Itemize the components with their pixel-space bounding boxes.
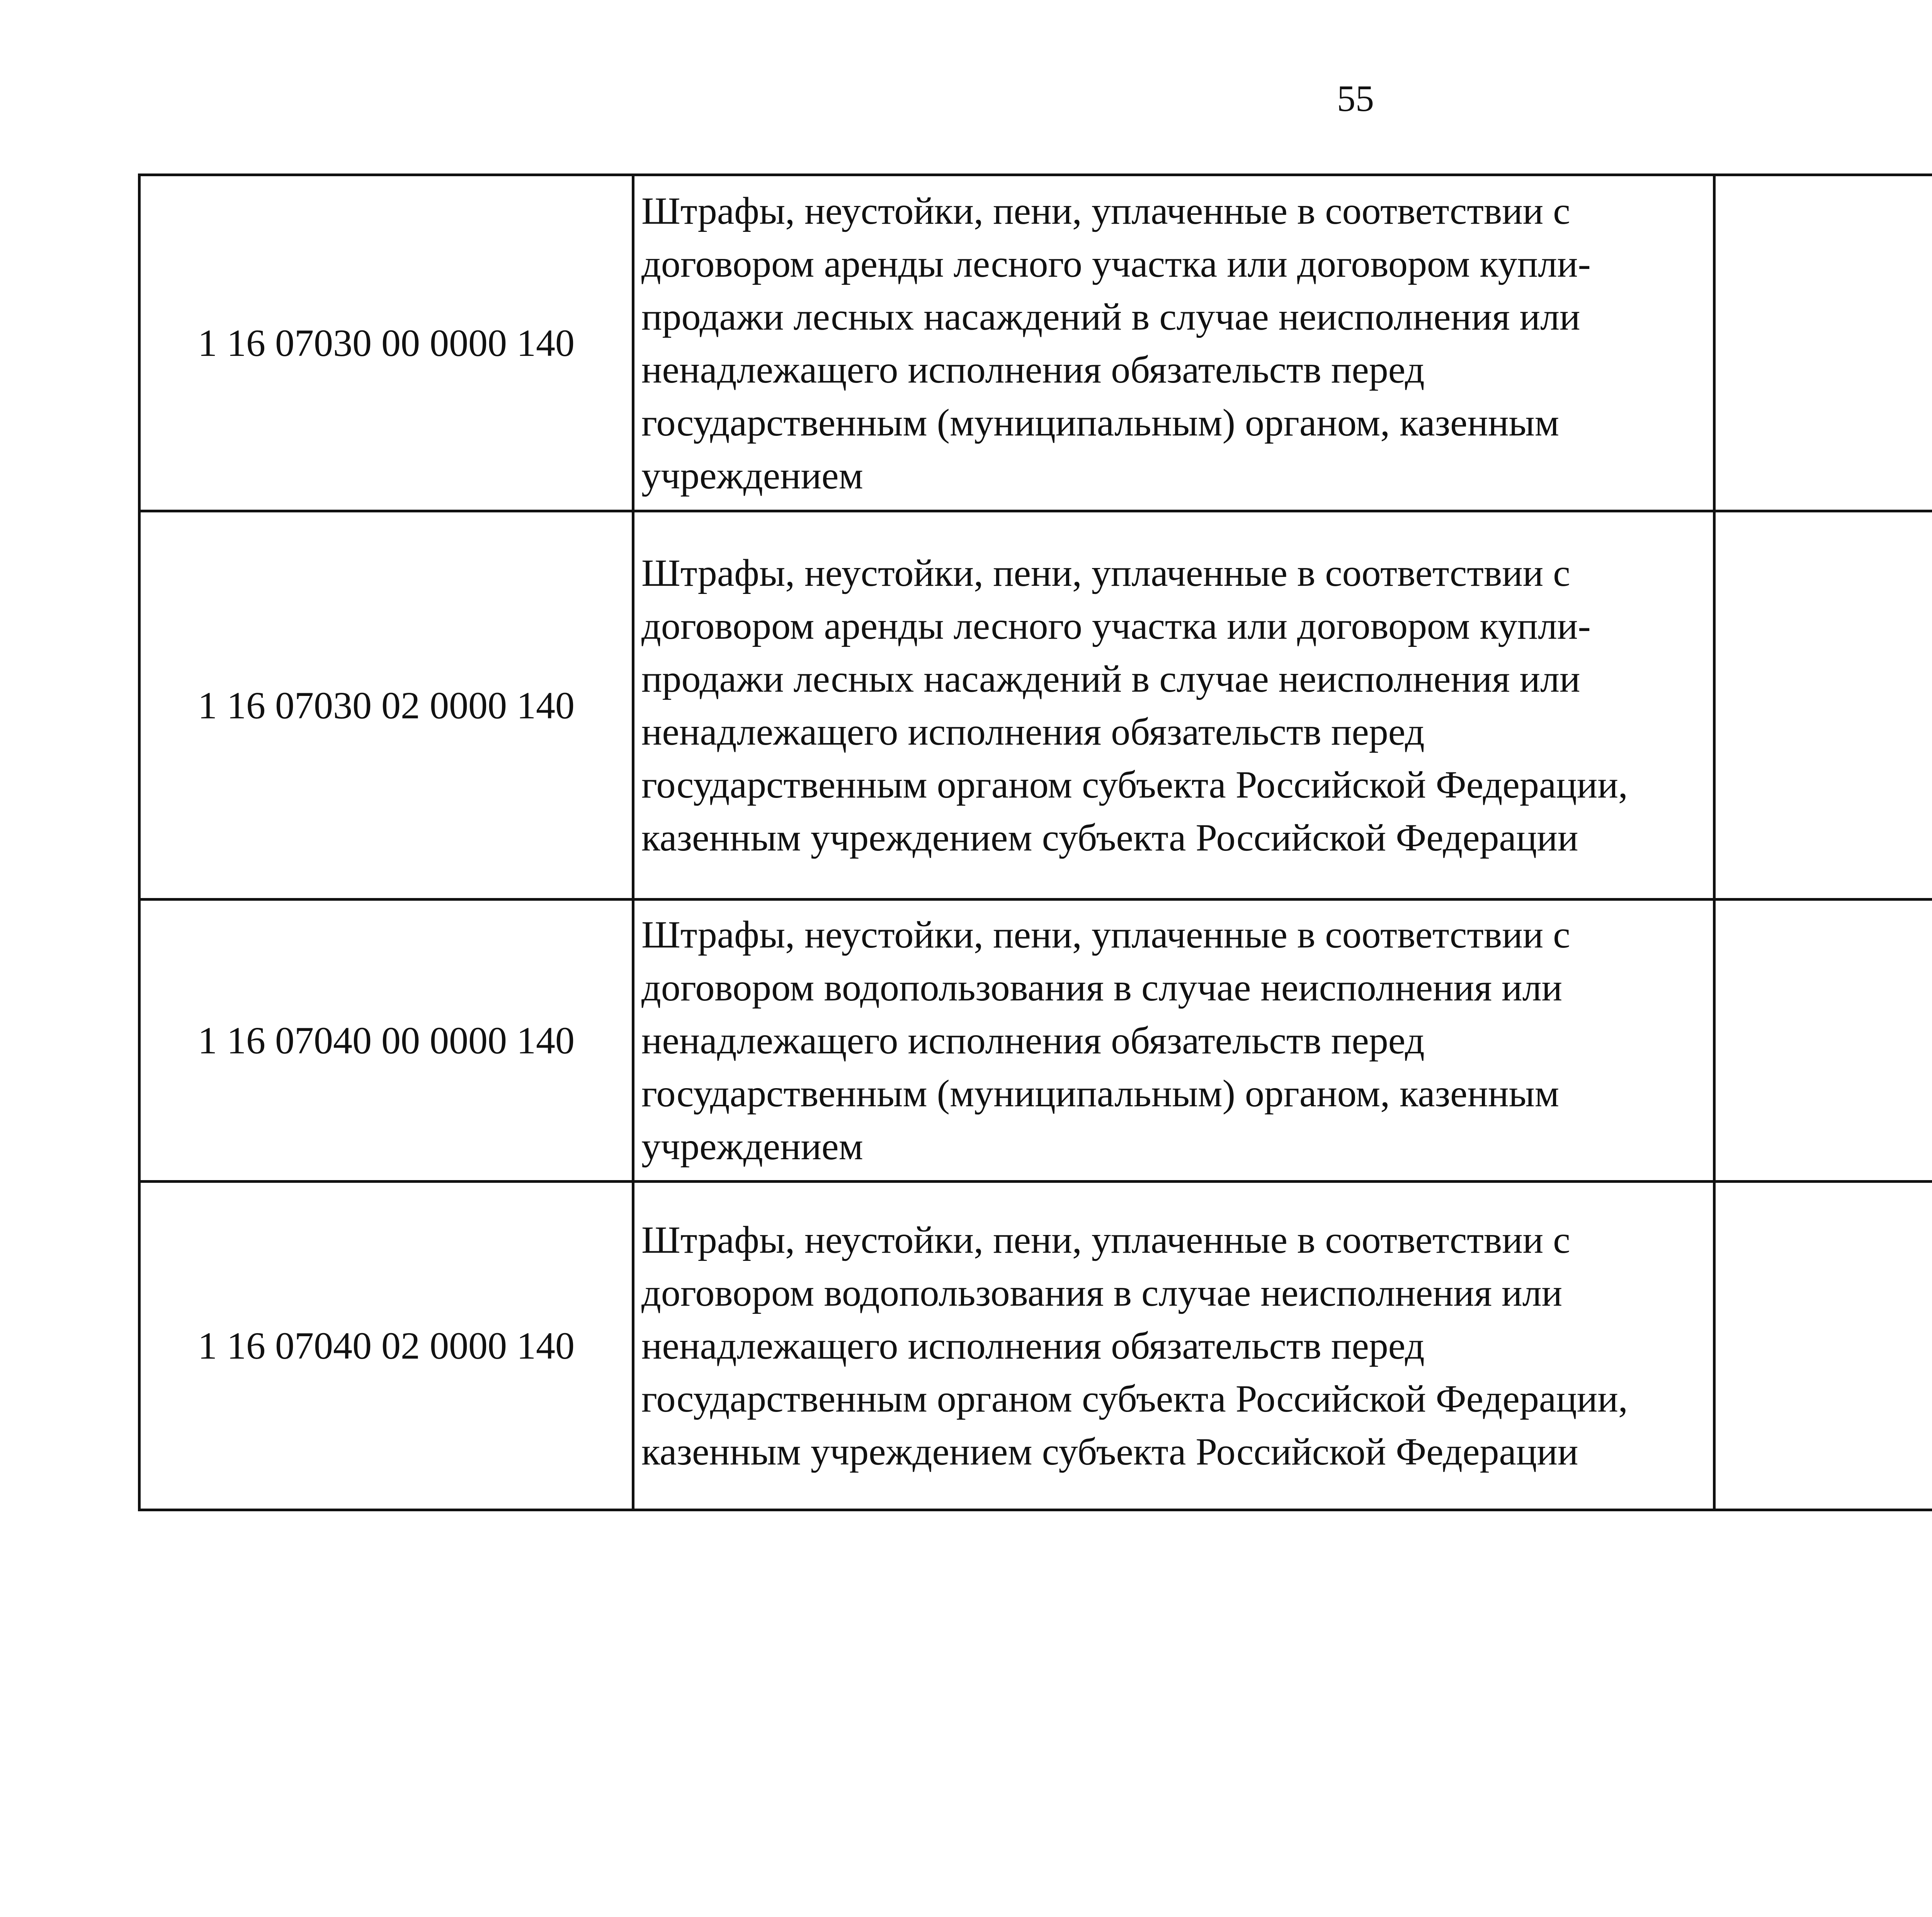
row-value-1 (1714, 175, 1932, 511)
row-code: 1 16 07040 00 0000 140 (139, 900, 633, 1182)
row-name: Штрафы, неустойки, пени, уплаченные в соответствии с договором аренды лесного участка или договором купли-продажи лесных насаждений в случае неисполнения или ненадлежащего исполнения обязательств перед государственным (муниципальным) органом, казенным учреждением (633, 175, 1714, 511)
table-row (139, 175, 1932, 511)
row-value-1 (1714, 511, 1932, 900)
row-code: 1 16 07040 02 0000 140 (139, 1182, 633, 1510)
row-name: Штрафы, неустойки, пени, уплаченные в соответствии с договором водопользования в случае неисполнения или ненадлежащего исполнения обязательств перед государственным (муниципальным) органом, казенным учреждением (633, 900, 1714, 1182)
row-value-1 (1714, 900, 1932, 1182)
budget-table (138, 173, 1932, 1511)
table-row (139, 900, 1932, 1182)
page-number: 55 (1337, 78, 1374, 119)
row-name: Штрафы, неустойки, пени, уплаченные в соответствии с договором водопользования в случае неисполнения или ненадлежащего исполнения обязательств перед государственным органом субъекта Российской Федерации, казенным учреждением субъекта Российской Федерации (633, 1182, 1714, 1510)
table-row (139, 1182, 1932, 1510)
row-name: Штрафы, неустойки, пени, уплаченные в соответствии с договором аренды лесного участка или договором купли-продажи лесных насаждений в случае неисполнения или ненадлежащего исполнения обязательств перед государственным органом субъекта Российской Федерации, казенным учреждением субъекта Российской Федерации (633, 511, 1714, 900)
row-code: 1 16 07030 02 0000 140 (139, 511, 633, 900)
row-value-1 (1714, 1182, 1932, 1510)
table-row (139, 511, 1932, 900)
row-code: 1 16 07030 00 0000 140 (139, 175, 633, 511)
